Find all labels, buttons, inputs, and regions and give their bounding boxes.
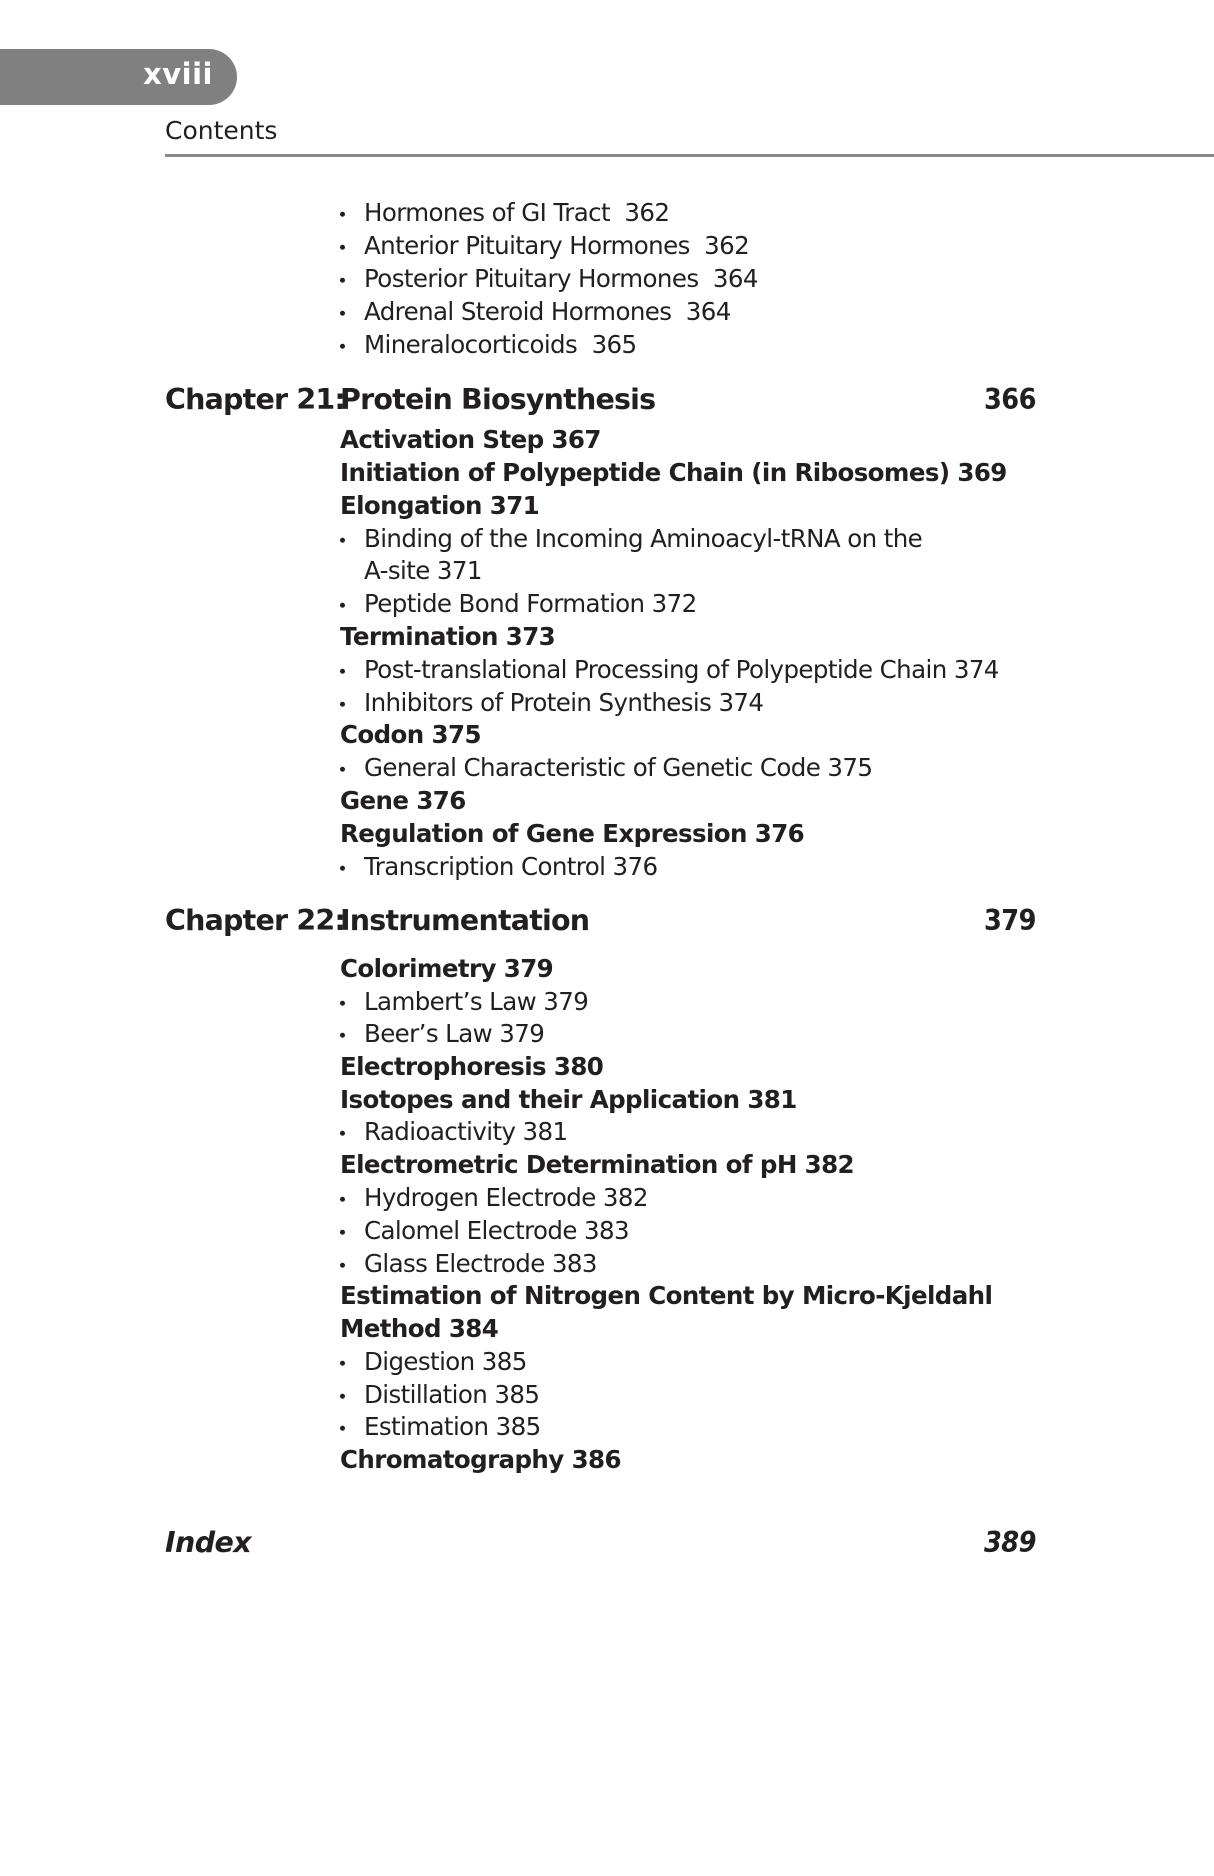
toc-section[interactable]: Termination 373 (340, 621, 556, 651)
toc-section[interactable]: Estimation of Nitrogen Content by Micro-Kjeldahl (340, 1280, 993, 1310)
index-page-number: 389 (983, 1525, 1036, 1559)
toc-section[interactable]: Elongation 371 (340, 490, 540, 520)
toc-section[interactable]: Electrometric Determination of pH 382 (340, 1149, 855, 1179)
toc-bullet-item[interactable]: General Characteristic of Genetic Code 375 (340, 756, 872, 781)
bullet-icon (340, 866, 345, 871)
toc-section[interactable]: Electrophoresis 380 (340, 1051, 604, 1081)
bullet-icon (340, 702, 345, 707)
toc-bullet-item[interactable]: Estimation 385 (340, 1415, 541, 1440)
bullet-icon (340, 1263, 345, 1268)
toc-bullet-item[interactable]: Beer’s Law 379 (340, 1022, 544, 1047)
chapter-heading[interactable]: Chapter 21: Protein Biosynthesis (165, 382, 656, 416)
toc-bullet-item[interactable]: Lambert’s Law 379 (340, 990, 588, 1015)
page-number: xviii (143, 57, 213, 91)
toc-section[interactable]: Isotopes and their Application 381 (340, 1084, 797, 1114)
toc-bullet-item: Mineralocorticoids 365 (340, 333, 637, 358)
toc-bullet-continuation[interactable]: A-site 371 (364, 555, 482, 585)
bullet-icon (340, 669, 345, 674)
bullet-icon (340, 538, 345, 543)
toc-bullet-item[interactable]: Digestion 385 (340, 1350, 527, 1375)
index-heading[interactable]: Index (165, 1525, 252, 1559)
toc-bullet-item[interactable]: Post-translational Processing of Polypeptide Chain 374 (340, 658, 999, 683)
bullet-icon (340, 1033, 345, 1038)
toc-bullet-item[interactable]: Calomel Electrode 383 (340, 1219, 629, 1244)
toc-bullet-item[interactable]: Binding of the Incoming Aminoacyl-tRNA on the (340, 527, 922, 552)
toc-bullet-item[interactable]: Inhibitors of Protein Synthesis 374 (340, 691, 763, 716)
bullet-icon (340, 1131, 345, 1136)
toc-bullet-item: Adrenal Steroid Hormones 364 (340, 300, 731, 325)
toc-bullet-item[interactable]: Radioactivity 381 (340, 1120, 568, 1145)
toc-section[interactable]: Initiation of Polypeptide Chain (in Ribosomes) 369 (340, 457, 1007, 487)
toc-bullet-item[interactable]: Glass Electrode 383 (340, 1252, 597, 1277)
toc-bullet-item[interactable]: Hydrogen Electrode 382 (340, 1186, 648, 1211)
toc-bullet-item[interactable]: Distillation 385 (340, 1383, 539, 1408)
toc-section[interactable]: Activation Step 367 (340, 424, 601, 454)
toc-bullet-item[interactable]: Transcription Control 376 (340, 855, 657, 880)
toc-section[interactable]: Colorimetry 379 (340, 953, 554, 983)
chapter-page-number: 366 (983, 382, 1036, 416)
toc-section[interactable]: Method 384 (340, 1313, 499, 1343)
bullet-icon (340, 767, 345, 772)
bullet-icon (340, 278, 345, 283)
toc-bullet-item: Hormones of GI Tract 362 (340, 201, 669, 226)
toc-section[interactable]: Codon 375 (340, 719, 481, 749)
bullet-icon (340, 344, 345, 349)
header-rule (165, 154, 1214, 157)
toc-section[interactable]: Regulation of Gene Expression 376 (340, 818, 805, 848)
bullet-icon (340, 245, 345, 250)
toc-bullet-item[interactable]: Peptide Bond Formation 372 (340, 592, 697, 617)
toc-bullet-item: Anterior Pituitary Hormones 362 (340, 234, 749, 259)
bullet-icon (340, 1394, 345, 1399)
bullet-icon (340, 1426, 345, 1431)
toc-section[interactable]: Chromatography 386 (340, 1444, 621, 1474)
bullet-icon (340, 603, 345, 608)
bullet-icon (340, 311, 345, 316)
bullet-icon (340, 1230, 345, 1235)
toc-bullet-item: Posterior Pituitary Hormones 364 (340, 267, 758, 292)
chapter-page-number: 379 (983, 903, 1036, 937)
bullet-icon (340, 1197, 345, 1202)
bullet-icon (340, 1361, 345, 1366)
chapter-heading[interactable]: Chapter 22: Instrumentation (165, 903, 590, 937)
page-number-tab (0, 49, 237, 105)
running-head: Contents (165, 116, 278, 145)
toc-section[interactable]: Gene 376 (340, 785, 466, 815)
bullet-icon (340, 1001, 345, 1006)
bullet-icon (340, 212, 345, 217)
